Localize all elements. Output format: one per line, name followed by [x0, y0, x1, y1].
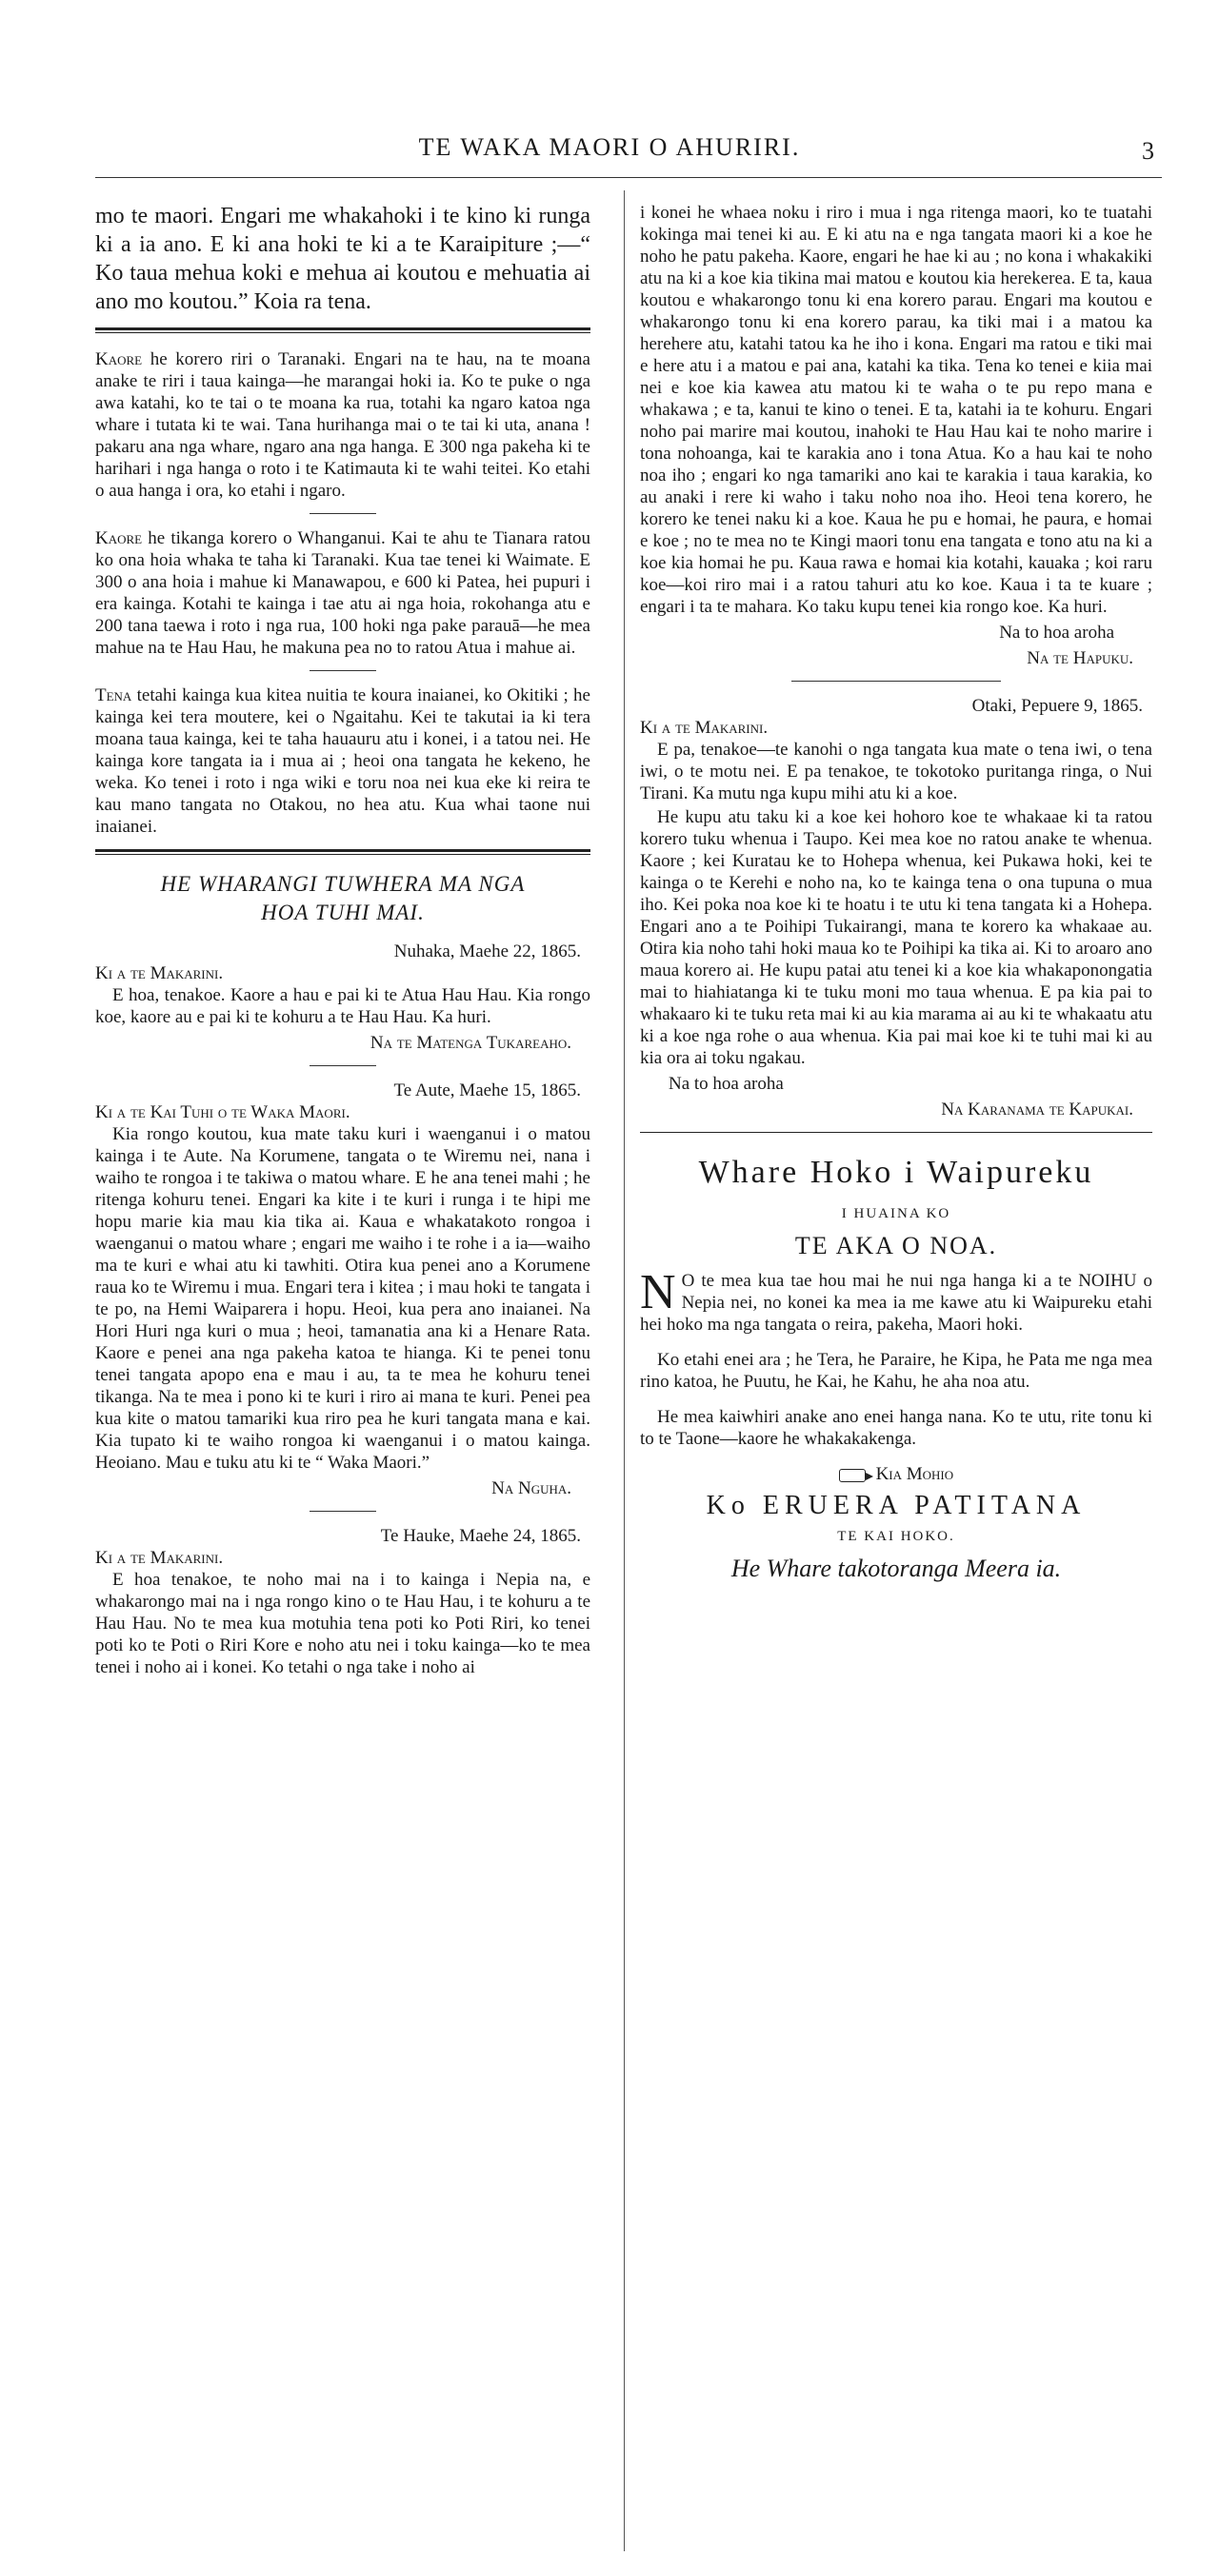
ad-signer-prefix: Ko: [706, 1491, 750, 1520]
article-continuation: [95, 202, 590, 316]
ad-paragraph: [640, 1265, 1152, 1336]
letter-signature: Na te Hapuku.: [1027, 648, 1133, 668]
masthead-rule: [95, 177, 1162, 178]
advertisement: [640, 1152, 1152, 1582]
letter-te-hauke: [95, 1525, 590, 1678]
letter-addressee: Ki a te Makarini.: [640, 718, 769, 738]
letter-addressee: Ki a te Makarini.: [95, 1548, 224, 1568]
letter-addressee: Ki a te Makarini.: [95, 963, 224, 983]
ad-paragraph: He mea kaiwhiri anake ano enei hanga nana. Ko te utu, rite tonu ki to te Taone—kaore he whakakakenga.: [640, 1407, 1152, 1449]
article-taranaki: [95, 348, 590, 502]
right-column: [640, 202, 1152, 1582]
lead-word: Kaore: [95, 349, 143, 369]
letter-signature: Na te Matenga Tukareaho.: [370, 1033, 571, 1053]
article-text: he tikanga korero o Whanganui. Kai te ahu te Tianara ratou ko ona hoia whaka te taha ki Taranaki. Kua tae tenei ki Waimate. E 300 o ana hoia i mahue ki Manawapou, e 600 ki Patea, hei pupuri i era kainga. Kotahi te kainga i tae atu ai nga hoia, rokohanga atu e 200 tana taewa i roto i nga rua, 100 hoki nga pake parauā—he mea mahue na te Hau Hau, he makuna pea no to ratou Atua i mahue ai.: [95, 528, 590, 658]
letter-dateline: Te Aute, Maehe 15, 1865.: [393, 1080, 581, 1100]
letter-body: E pa, tenakoe—te kanohi o nga tangata kua mate o tena iwi, o tena iwi, o te motu nei. E pa tenakoe, te tokotoko puritanga ringa, o Nui Tirani. Ka mutu nga kupu mihi atu ki a koe.: [640, 740, 1152, 803]
left-column: [95, 202, 590, 1690]
section-heading-line-1: HE WHARANGI TUWHERA MA NGA: [160, 872, 526, 896]
letter-signature: Na Nguha.: [491, 1478, 571, 1498]
double-rule: [95, 327, 590, 333]
separator: [310, 1511, 376, 1512]
masthead: [0, 133, 1219, 171]
letter-closing: Na to hoa aroha: [669, 1074, 784, 1094]
letter-body: He kupu atu taku ki a koe kei hohoro koe te whakaae ki ta ratou korero tuku whenua i Taupo. Kei mea koe no ratou anake te whenua. Kaore ; kei Kuratau ke to Hohepa whenua, kei Pukawa hoki, kei te kainga o te Kerehi e noho na, ko te kainga tena o ona tupuna o mua iho. Kei poka noa koe ki te hoatu i te utu ki tena tangata ki a Hohepa. Engari ano a te Poihipi Tukairangi, mana te korero ka whakaae au. Otira kia noho tahi hoki maua ko te Poihipi ka tika ai. Ki to aroaro ano maua korero ai. He kupu patai atu tenei ki a koe kia whakaponongatia mai to hiahiatanga ki te tuku moni mo taua whenua. E pa kia pai to whakaaro ki te tuku reta mai ki au kia marama ai au ki te whakaatu atu ki a koe nga rohe o aua whenua. Kia pai mai koe ki te tuhi mai ki au kia ora ai toku ngakau.: [640, 807, 1152, 1068]
ad-title: Whare Hoko i Waipureku: [698, 1155, 1094, 1190]
ad-notice: [640, 1463, 1152, 1485]
newspaper-title: TE WAKA MAORI O AHURIRI.: [418, 133, 801, 161]
separator: [640, 1132, 1152, 1133]
ad-signer-name: ERUERA PATITANA: [762, 1491, 1087, 1520]
letter-dateline: Nuhaka, Maehe 22, 1865.: [393, 941, 581, 961]
letter-dateline: Te Hauke, Maehe 24, 1865.: [380, 1526, 581, 1546]
separator: [310, 1065, 376, 1066]
letter-signature: Na Karanama te Kapukai.: [941, 1100, 1133, 1120]
letter-body: E hoa tenakoe, te noho mai na i to kainga i Nepia na, e whakarongo mai na i nga rongo kino o te Hau Hau, i te kohuru a te Hau Hau. No te mea kua motuhia tena poti ko Poti Riri, ko tenei poti ko te Poti o Riri Kore e noho atu nei i toku kainga—ko te mea tenei i noho ai i konei. Ko tetahi o nga take i noho ai: [95, 1570, 590, 1677]
separator: [310, 513, 376, 514]
continuation-text: mo te maori. Engari me whakahoki i te kino ki runga ki a ia ano. E ki ana hoki te ki a te Karaipiture ;—“ Ko taua mehua koki e mehua ai koutou e mehuatia ai ano mo koutou.” Koia ra tena.: [95, 204, 590, 314]
letter-otaki: [640, 695, 1152, 1120]
article-text: tetahi kainga kua kitea nuitia te koura inaianei, ko Okitiki ; he kainga kei tera moutere, kei o Ngaitahu. Kei te takutai ia ki tera moana taua kainga, kei te taha hauauru atu i konei, i a tatou nei. He kainga kore tangata ia i mua ai ; heoi ona tangata he kekeno, he weka. Ko tenei i roto i nga wiki e toru noa nei kua eke ki reira te kau mano tangata no Otakou, no hea atu. Kua whai taone nui inaianei.: [95, 685, 590, 837]
article-okitiki: [95, 684, 590, 838]
letter-body: Kia rongo koutou, kua mate taku kuri i waenganui i o matou kainga i te Aute. Na Korumene, tangata o te Wiremu nei, nana i waiho te rongoa i te takiwa o matou whare. E he ana tenei mahi ; he ritenga kohuru tenei. Engari ka kite i te kuri i runga i te hipi me hopu marie kia mau kia tika ai. Kaua e whakatakoto rongoa i waenganui o matou whare ; engari me waiho i te rohe i a ia—waiho ma te kuri e whai atu ki tawhiti. Otira kua penei ano a Korumene raua ko te Wiremu i mua. Engari tera i kitea ; i mau hoki te tangata i te po, na Hemi Waiparera i hopu. Heoi, kua pera ano inaianei. Na Hori Huri nga kuri o mua ; heoi, tamanatia ana ki a Henare Rata. Kaore e penei ana nga pakeha katoa te hianga. Ki te penei tonu tenei tangata apopo ena e mau i au, ta te mea he kohuru tenei tikanga. Na te mea i pono ki te kuri i riro ai mana te kuri. Penei pea kua kite o matou tamariki kua riro pea he kuri tangata mana e kai. Kia tupato ki te waiho rongoa ki waenganui i o matou kainga. Heoiano. Mau e tuku atu ki te “ Waka Maori.”: [95, 1124, 590, 1473]
ad-motto: He Whare takotoranga Meera ia.: [730, 1555, 1062, 1582]
separator: [791, 681, 1001, 682]
letter-addressee: Ki a te Kai Tuhi o te Waka Maori.: [95, 1102, 350, 1122]
letter-closing: Na to hoa aroha: [999, 623, 1114, 643]
lead-word: Tena: [95, 685, 132, 705]
double-rule: [95, 849, 590, 855]
ad-paragraph-text: O te mea kua tae hou mai he nui nga hanga ki a te NOIHU o Nepia nei, no konei ka mea ia me kawe atu ki Waipureku etahi hei hoko ma nga tangata o reira, pakeha, Maori hoki.: [640, 1271, 1152, 1335]
ad-role: TE KAI HOKO.: [837, 1529, 955, 1544]
lead-word: Kaore: [95, 528, 143, 548]
letter-body: E hoa, tenakoe. Kaore a hau e pai ki te Atua Hau Hau. Kia rongo koe, kaore au e pai ki te kohuru a te Hau Hau. Ka huri.: [95, 985, 590, 1027]
pointing-hand-icon: [839, 1469, 866, 1482]
letter-te-aute: [95, 1080, 590, 1499]
page-number: 3: [1142, 137, 1154, 165]
ad-paragraph: Ko etahi enei ara ; he Tera, he Paraire, he Kipa, he Pata me nga mea rino katoa, he Puutu, he Kai, he Kahu, he aha noa atu.: [640, 1350, 1152, 1392]
drop-cap: N: [640, 1265, 676, 1319]
letter-dateline: Otaki, Pepuere 9, 1865.: [971, 696, 1143, 716]
separator: [310, 670, 376, 671]
ad-notice-text: Kia Mohio: [875, 1464, 954, 1484]
letter-continuation: [640, 202, 1152, 669]
section-heading-line-2: HOA TUHI MAI.: [261, 901, 425, 924]
column-divider: [624, 190, 625, 2551]
ad-subtitle: I HUAINA KO: [841, 1206, 951, 1221]
article-text: he korero riri o Taranaki. Engari na te hau, na te moana anake te riri i taua kainga—he marangai hoki ia. Ko te puke o nga awa katahi, ko te tai o te moana ka rua, totahi ka ngaro katoa nga whare i tutata ki te wai. Tana hurihanga mai o te tai ki uta, anana ! pakaru ana nga whare, ngaro ana nga hanga. E 300 nga pakeha ki te harihari i nga hanga o roto i te Katimauta ki te wahi teitei. Ko etahi o aua hanga i ora, ko etahi i ngaro.: [95, 349, 590, 501]
article-whanganui: [95, 527, 590, 659]
letter-nuhaka: [95, 941, 590, 1054]
section-heading: [95, 870, 590, 927]
letter-body: i konei he whaea noku i riro i mua i nga ritenga maori, ko te tuatahi kokinga mai tenei ki au. E ki atu na e nga tangata maori ki a koe he noho he patu pakeha. Kaore, engari he hae ki au ; no kona i whakakiki atu na ki a koe kia tikina mai matou e koutou kia herekerea. E ta, kaua koutou e whakarongo tonu ki ena korero parau. Engari ma koutou e whakarongo tonu ki ena korero parau, ka tiki mai i a matou ka herehere atu, katahi tatou ka he iho i kona. Engari ma ratou e tiki mai e here atu i a matou e pai ana, katahi ka tika. Tena ko tenei e kiia mai nei e koe kia kawea atu matou ki te waha o te pu repo mana e whakawa ; e ta, kanui te kino o tenei. E ta, katahi ia te kohuru. Engari noho pai marire mai koutou, inahoki te Hau Hau kai te noho marire i tona nohoanga, kai te karakia ano i tona Atua. Ko a hau kai te noho noa iho ; engari ko nga tamariki ano kai te karakia i taua karakia, ko au anaki i rere ki waho i taku noho noa iho. Heoi tena korero, he korero ke tenei naku ki a koe. Kaua he pu e homai, he paura, e homai e koe ; no te mea no te Kingi maori tonu ena tangata e tono atu na ki a koe kia homai he pu. Kaua rawa e homai kia kotahi, kauaka ; koi raru koe—koi riro mai i a ratou tahuri atu ko koe. Kaua i ta te kuare ; engari i ta te mahara. Ko taku kupu tenei kia rongo koe. Ka huri.: [640, 203, 1152, 617]
ad-signer: [640, 1491, 1152, 1520]
ad-shop-name: TE AKA O NOA.: [794, 1232, 998, 1259]
